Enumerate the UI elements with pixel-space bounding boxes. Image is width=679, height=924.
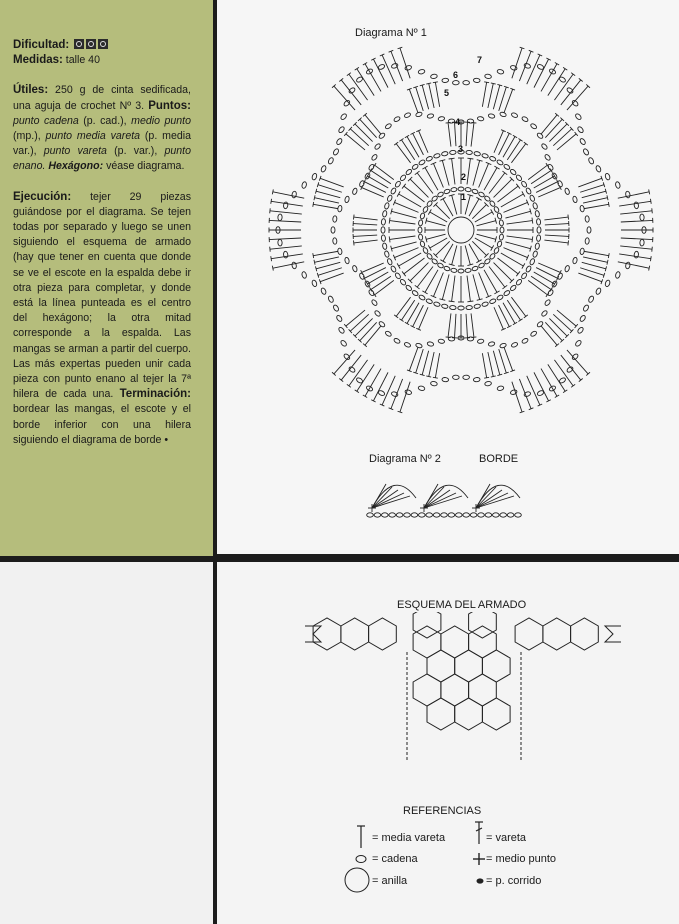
medidas-value: talle 40 bbox=[65, 54, 100, 67]
assembly-scheme-panel bbox=[217, 562, 679, 924]
diagram2-title: Diagrama Nº 2 bbox=[369, 453, 441, 465]
cadena-symbol-icon bbox=[354, 854, 368, 864]
diagram-panel bbox=[217, 0, 679, 554]
ref-vareta: = vareta bbox=[486, 832, 527, 844]
horizontal-divider bbox=[215, 554, 679, 562]
diagram1-title: Diagrama Nº 1 bbox=[355, 27, 427, 39]
puntos-term: punto vareta bbox=[43, 145, 107, 158]
blank-panel bbox=[0, 562, 213, 924]
utiles-paragraph bbox=[13, 83, 191, 174]
anilla-symbol-icon bbox=[342, 866, 372, 894]
difficulty-icon bbox=[98, 39, 108, 49]
puntos-term: punto cadena bbox=[13, 114, 79, 127]
puntos-term: punto enano. bbox=[13, 145, 192, 173]
ref-media-vareta: = media vareta bbox=[372, 832, 446, 844]
row-number-label: 5 bbox=[444, 88, 450, 98]
puntos-abbr: (p. cad.), bbox=[83, 114, 127, 127]
ref-cadena: = cadena bbox=[372, 853, 418, 865]
terminacion-label: Terminación: bbox=[119, 388, 191, 401]
references-title: REFERENCIAS bbox=[403, 805, 482, 817]
assembly-scheme-diagram bbox=[217, 612, 679, 782]
ejecucion-label: Ejecución: bbox=[13, 190, 72, 203]
puntos-term: punto media vareta bbox=[45, 130, 141, 143]
diagram2-subtitle: BORDE bbox=[479, 453, 519, 465]
row-number-label: 1 bbox=[461, 192, 467, 202]
vertical-divider bbox=[213, 0, 217, 924]
row-number-label: 3 bbox=[458, 144, 464, 154]
puntos-label: Puntos: bbox=[148, 99, 191, 112]
medidas-line bbox=[13, 53, 191, 68]
puntos-term: medio punto bbox=[131, 114, 191, 127]
instructions-panel bbox=[0, 0, 213, 556]
medidas-label: Medidas: bbox=[13, 54, 63, 67]
row-number-label: 2 bbox=[461, 172, 467, 182]
utiles-text: 250 g de cinta sedificada, una aguja de crochet Nº 3. bbox=[13, 84, 191, 112]
medio-punto-symbol-icon bbox=[472, 852, 486, 866]
horizontal-divider bbox=[0, 556, 215, 562]
row-number-label: 7 bbox=[477, 55, 483, 65]
dificultad-line bbox=[13, 38, 191, 53]
border-crochet-diagram bbox=[362, 470, 562, 520]
difficulty-icon bbox=[74, 39, 84, 49]
difficulty-icon bbox=[86, 39, 96, 49]
hexagono-text: véase diagrama. bbox=[106, 160, 185, 173]
media-vareta-symbol-icon bbox=[355, 824, 367, 850]
puntos-abbr: (mp.), bbox=[13, 130, 41, 143]
scheme-title: ESQUEMA DEL ARMADO bbox=[397, 599, 527, 611]
terminacion-text: bordear las mangas, el escote y el borde inferior con una hilera siguiendo el diagrama de borde • bbox=[13, 403, 191, 446]
puntos-abbr: (p. var.), bbox=[114, 145, 158, 158]
ref-medio-punto: = medio punto bbox=[486, 853, 557, 865]
ejecucion-text: tejer 29 piezas guiándose por el diagrama. Se tejen todas por separado y luego se unen siguiendo el esquema de armado (hay que tener en cuenta que donde se ve el escote en la espalda debe ir otra pieza para completar, y donde está la línea punteada es el centro del hexágono; la otra mitad corresponde a la espalda. Las mangas se arman a partir del cuerpo. Las más expertas pueden unir cada pieza con punto enano al tejer la 7ª hilera de cada una. bbox=[13, 190, 191, 401]
hexagono-label: Hexágono: bbox=[48, 160, 104, 173]
hexagon-crochet-diagram bbox=[217, 0, 679, 440]
vareta-symbol-icon bbox=[473, 820, 485, 846]
row-number-label: 4 bbox=[455, 117, 461, 127]
dificultad-label: Dificultad: bbox=[13, 39, 70, 51]
puntos-abbr: (p. media var.), bbox=[13, 130, 191, 158]
row-number-label: 6 bbox=[453, 70, 459, 80]
ref-p-corrido: = p. corrido bbox=[486, 875, 542, 887]
utiles-label: Útiles: bbox=[13, 84, 49, 97]
ref-anilla: = anilla bbox=[372, 875, 408, 887]
ejecucion-paragraph bbox=[13, 190, 191, 448]
p-corrido-symbol-icon bbox=[473, 876, 487, 886]
